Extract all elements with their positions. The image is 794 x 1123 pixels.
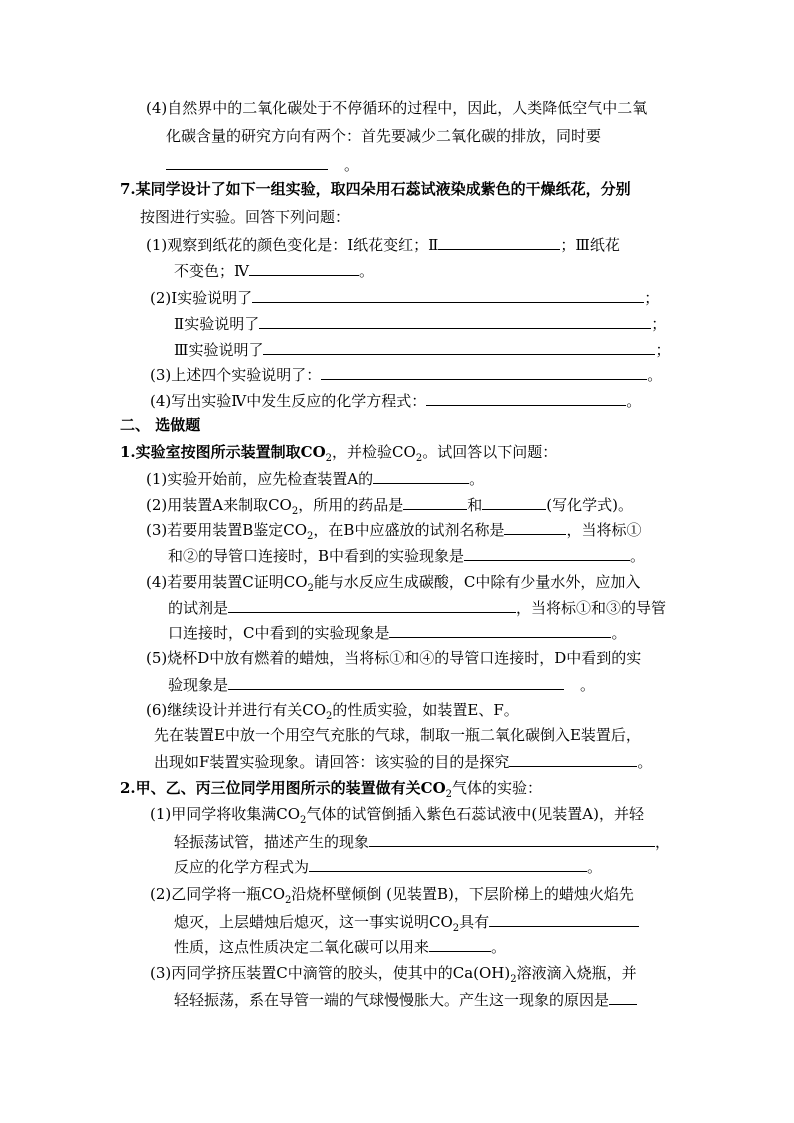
q7-3: (3)上述四个实验说明了： 。 (150, 366, 663, 384)
s1-5-line2: 验现象是 。 (168, 676, 596, 694)
q7-stem-line2: 按图进行实验。回答下列问题： (140, 208, 351, 226)
s1-1: (1)实验开始前，应先检查装置A的 。 (146, 470, 485, 488)
answer-blank[interactable] (259, 313, 651, 329)
s2-3-line2: 轻轻振荡，系在导管一端的气球慢慢胀大。产生这一现象的原因是 (174, 989, 637, 1010)
q6-4-line2: 化碳含量的研究方向有两个：首先要减少二氧化碳的排放，同时要 (166, 127, 602, 145)
s1-6-line1: (6)继续设计并进行有关$CO_2$的性质实验，如装置E、F。 (146, 701, 519, 722)
answer-blank[interactable] (389, 622, 611, 638)
answer-blank[interactable] (373, 468, 469, 484)
s1-3-line1: (3)若要用装置B鉴定$CO_2$，在B中应盛放的试剂名称是 ，当将标① (146, 521, 642, 542)
s2-stem: 2.甲、乙、丙三位同学用图所示的装置做有关$CO_2$气体的实验： (120, 779, 543, 800)
answer-blank[interactable] (429, 936, 491, 952)
answer-blank[interactable] (504, 519, 566, 535)
s2-1-line2: 轻振荡试管，描述产生的现象 ， (174, 833, 671, 851)
answer-blank[interactable] (464, 545, 630, 561)
s2-2-line1: (2)乙同学将一瓶$CO_2$沿烧杯壁倾倒 (见装置B)，下层阶梯上的蜡烛火焰先 (150, 885, 634, 906)
s2-1-line3: 反应的化学方程式为 。 (174, 858, 603, 876)
q7-stem-line1: 7.某同学设计了如下一组实验，取四朵用石蕊试液染成紫色的干燥纸花，分别 (120, 180, 631, 198)
s2-1-line1: (1)甲同学将收集满$CO_2$气体的试管倒插入紫色石蕊试液中(见装置A)，并轻 (150, 805, 644, 826)
section-title: 二、 选做题 (120, 416, 201, 434)
answer-blank[interactable] (166, 154, 328, 170)
answer-blank[interactable] (249, 260, 359, 276)
answer-blank[interactable] (263, 339, 655, 355)
s2-3-line1: (3)丙同学挤压装置C中滴管的胶头，使其中的$Ca(OH)_2$溶液滴入烧瓶，并 (150, 964, 637, 985)
answer-blank[interactable] (228, 674, 564, 690)
s1-6-line3: 出现如F装置实验现象。请回答：该实验的目的是探究 。 (154, 753, 653, 771)
s1-6-line2: 先在装置E中放一个用空气充胀的气球，制取一瓶二氧化碳倒入E装置后， (154, 726, 641, 744)
s1-4-line3: 口连接时，C中看到的实验现象是 。 (168, 624, 627, 642)
answer-blank[interactable] (438, 234, 560, 250)
q7-1-line2: 不变色；Ⅳ 。 (174, 262, 375, 280)
answer-blank[interactable] (426, 390, 626, 406)
q7-1-line1: (1)观察到纸花的颜色变化是：Ⅰ纸花变红；Ⅱ ；Ⅲ纸花 (146, 236, 620, 254)
s1-stem: 1.实验室按图所示装置制取$CO_2$，并检验$CO_2$。试回答以下问题： (120, 443, 558, 464)
q6-4-line1: (4)自然界中的二氧化碳处于不停循环的过程中，因此，人类降低空气中二氧 (146, 99, 648, 117)
q7-2-line3: Ⅲ实验说明了 ； (174, 341, 671, 359)
s1-4-line2: 的试剂是 ，当将标①和③的导管 (168, 599, 667, 617)
s1-5-line1: (5)烧杯D中放有燃着的蜡烛，当将标①和④的导管口连接时，D中看到的实 (146, 649, 642, 667)
answer-blank[interactable] (509, 751, 637, 767)
answer-blank[interactable] (309, 856, 587, 872)
q7-2-line2: Ⅱ实验说明了 ； (174, 315, 667, 333)
s1-4-line1: (4)若要用装置C证明$CO_2$能与水反应生成碳酸，C中除有少量水外，应加入 (146, 573, 641, 594)
answer-blank[interactable] (489, 911, 639, 927)
answer-blank[interactable] (321, 364, 647, 380)
q7-4: (4)写出实验Ⅳ中发生反应的化学方程式： 。 (150, 392, 642, 410)
s2-2-line3: 性质，这点性质决定二氧化碳可以用来 。 (174, 938, 507, 956)
answer-blank[interactable] (252, 287, 644, 303)
answer-blank[interactable] (369, 831, 655, 847)
answer-blank[interactable] (228, 597, 516, 613)
s2-2-line2: 熄灭，上层蜡烛后熄灭，这一事实说明$CO_2$具有 (174, 911, 639, 932)
q7-2-line1: (2)Ⅰ实验说明了 ； (150, 289, 660, 307)
answer-blank[interactable] (403, 494, 467, 510)
answer-blank[interactable] (482, 494, 546, 510)
s1-3-line2: 和②的导管口连接时，B中看到的实验现象是 。 (168, 547, 646, 565)
q6-4-line3: 。 (166, 154, 359, 175)
answer-blank[interactable] (609, 989, 637, 1005)
s1-2: (2)用装置A来制取$CO_2$，所用的药品是 和 (写化学式)。 (146, 496, 633, 517)
